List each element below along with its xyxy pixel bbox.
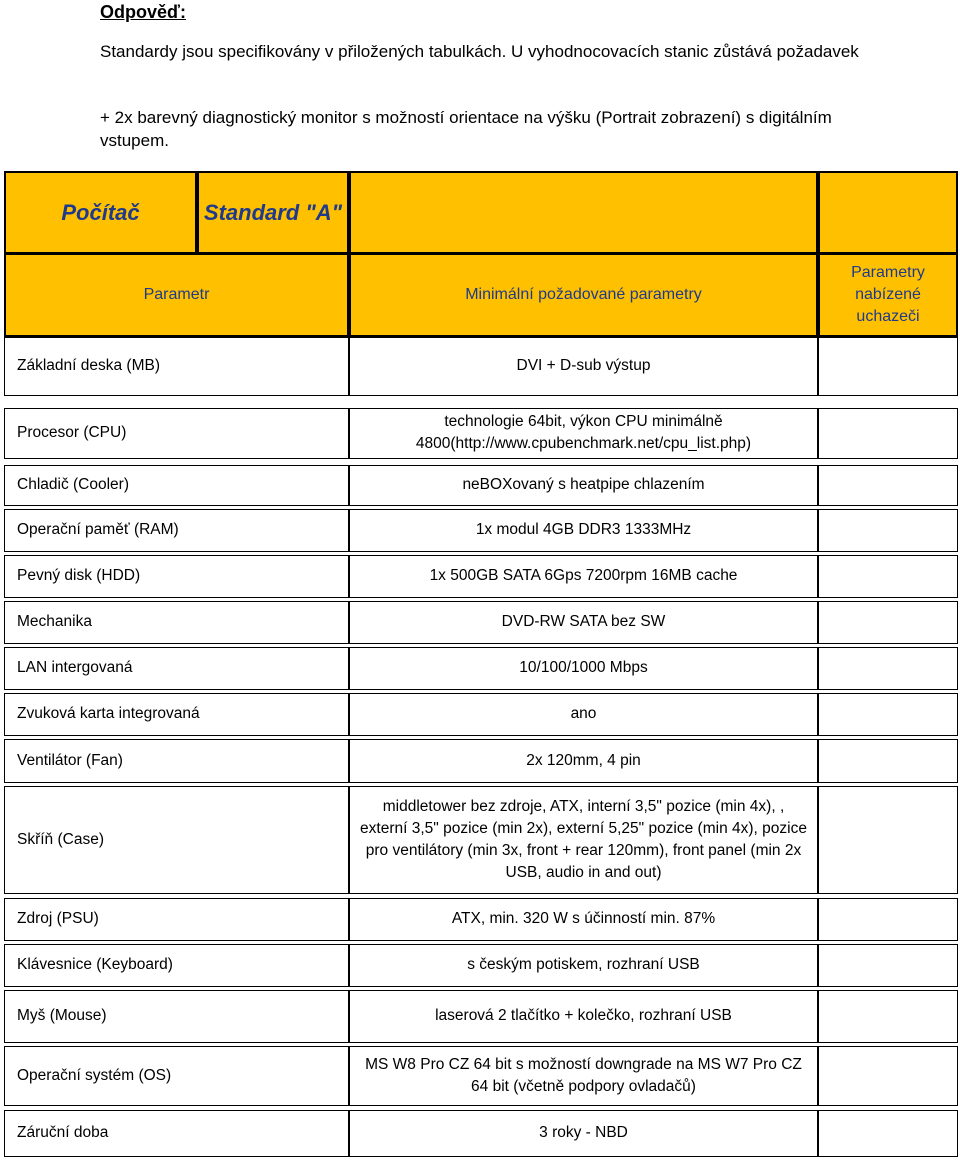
table-border xyxy=(818,337,819,395)
table-border xyxy=(349,465,350,505)
table-border xyxy=(957,647,958,690)
table-border xyxy=(349,647,818,648)
row-minimum-value: 1x modul 4GB DDR3 1333MHz xyxy=(475,521,692,538)
table-border xyxy=(818,171,820,337)
table-border xyxy=(818,944,958,945)
column-header-offered: Parametry nabízené uchazeči xyxy=(851,264,925,325)
table-border xyxy=(818,1042,958,1043)
table-border xyxy=(349,509,818,510)
table-border xyxy=(957,739,958,783)
table-border xyxy=(4,395,349,396)
table-border xyxy=(818,458,958,459)
table-border xyxy=(818,944,819,986)
row-parameter: Klávesnice (Keyboard) xyxy=(17,956,173,973)
table-border xyxy=(4,337,5,395)
table-border xyxy=(349,693,818,694)
table-border xyxy=(818,990,819,1042)
table-border xyxy=(349,171,351,337)
table-border xyxy=(4,601,5,643)
table-border xyxy=(349,643,818,644)
row-minimum-value: ano xyxy=(570,705,597,722)
table-border xyxy=(4,509,349,510)
table-border xyxy=(4,171,958,173)
table-border xyxy=(957,786,958,894)
table-border xyxy=(818,408,819,458)
table-border xyxy=(818,509,819,551)
table-border xyxy=(957,693,958,736)
header-bg xyxy=(820,173,956,252)
table-border xyxy=(349,986,818,987)
table-border xyxy=(4,408,5,458)
table-border xyxy=(818,1046,958,1047)
table-border xyxy=(349,1105,818,1106)
table-border xyxy=(4,1042,349,1043)
table-border xyxy=(818,1046,819,1105)
table-border xyxy=(349,1156,818,1157)
table-border xyxy=(818,739,819,782)
table-border xyxy=(818,505,958,506)
row-offered-value[interactable] xyxy=(820,990,956,1042)
table-border xyxy=(818,601,958,602)
table-border xyxy=(818,337,958,338)
table-border xyxy=(349,1042,818,1043)
row-parameter: LAN intergovaná xyxy=(17,659,133,676)
table-border xyxy=(818,893,958,894)
row-offered-value[interactable] xyxy=(820,509,956,551)
table-border xyxy=(349,898,350,940)
table-border xyxy=(818,465,819,505)
table-border xyxy=(818,689,958,690)
table-border xyxy=(349,990,350,1042)
table-border xyxy=(818,465,958,466)
table-border xyxy=(4,739,5,782)
table-border xyxy=(818,1105,958,1106)
table-border xyxy=(818,735,958,736)
table-title: Počítač xyxy=(61,199,140,225)
table-border xyxy=(818,647,819,689)
table-border xyxy=(4,693,349,694)
row-offered-value[interactable] xyxy=(820,944,956,986)
table-border xyxy=(349,1110,818,1111)
table-border xyxy=(957,337,958,396)
standard-label: Standard "A" xyxy=(203,199,343,225)
row-offered-value[interactable] xyxy=(820,408,956,458)
column-header-parameter: Parametr xyxy=(143,286,210,303)
row-offered-value[interactable] xyxy=(820,1046,956,1105)
row-parameter: Operační systém (OS) xyxy=(17,1066,172,1084)
row-minimum-value: laserová 2 tlačítko + kolečko, rozhraní USB xyxy=(435,1007,732,1024)
table-border xyxy=(349,337,350,395)
table-border xyxy=(4,551,349,552)
table-border xyxy=(349,555,818,556)
table-border xyxy=(4,597,349,598)
table-border xyxy=(349,647,350,689)
table-border xyxy=(818,509,958,510)
row-minimum-value: 1x 500GB SATA 6Gps 7200rpm 16MB cache xyxy=(429,567,738,584)
table-border xyxy=(349,739,818,740)
table-border xyxy=(818,898,819,940)
row-minimum-value: 3 roky - NBD xyxy=(539,1124,628,1141)
row-minimum-value: neBOXovaný s heatpipe chlazením xyxy=(462,476,705,493)
table-border xyxy=(4,893,349,894)
row-offered-value[interactable] xyxy=(820,601,956,643)
row-parameter: Základní deska (MB) xyxy=(17,357,160,374)
table-border xyxy=(4,647,5,689)
table-border xyxy=(818,898,958,899)
table-border xyxy=(349,505,818,506)
table-border xyxy=(349,465,818,466)
table-border xyxy=(818,782,958,783)
table-border xyxy=(349,597,818,598)
table-border xyxy=(4,458,349,459)
table-border xyxy=(4,739,349,740)
table-border xyxy=(818,555,958,556)
table-border xyxy=(957,555,958,598)
table-border xyxy=(349,458,818,459)
table-border xyxy=(818,739,958,740)
table-border xyxy=(349,555,350,597)
table-border xyxy=(349,1110,350,1156)
row-offered-value[interactable] xyxy=(820,647,956,689)
table-border xyxy=(349,735,818,736)
table-border xyxy=(818,551,958,552)
row-parameter: Procesor (CPU) xyxy=(17,424,127,441)
row-minimum-value: technologie 64bit, výkon CPU minimálně 4800(http://www.cpubenchmark.net/cpu_list.php) xyxy=(415,413,752,452)
table-border xyxy=(818,1110,958,1111)
table-border xyxy=(818,395,958,396)
table-border xyxy=(4,782,349,783)
table-border xyxy=(349,944,350,986)
table-border xyxy=(818,555,819,597)
table-border xyxy=(818,786,958,787)
table-border xyxy=(4,171,6,337)
table-border xyxy=(818,1156,958,1157)
table-border xyxy=(818,597,958,598)
row-minimum-value: s českým potiskem, rozhraní USB xyxy=(467,956,700,973)
table-border xyxy=(4,643,349,644)
row-parameter: Pevný disk (HDD) xyxy=(17,567,141,584)
table-border xyxy=(349,1046,818,1047)
table-border xyxy=(818,647,958,648)
row-offered-value[interactable] xyxy=(820,786,956,893)
table-border xyxy=(818,601,819,643)
table-border xyxy=(957,465,958,506)
row-parameter: Mechanika xyxy=(17,613,92,630)
table-border xyxy=(818,990,958,991)
row-parameter: Zvuková karta integrovaná xyxy=(17,705,200,722)
table-border xyxy=(4,253,958,255)
table-border xyxy=(349,601,818,602)
intro-paragraph: Standardy jsou specifikovány v přiložených tabulkách. U vyhodnocovacích stanic zůstává požadavek xyxy=(100,42,859,61)
row-minimum-value: DVI + D-sub výstup xyxy=(516,357,651,374)
table-border xyxy=(957,1046,958,1106)
table-border xyxy=(957,990,958,1043)
table-border xyxy=(349,940,818,941)
table-border xyxy=(957,408,958,459)
table-border xyxy=(4,509,5,551)
table-border xyxy=(349,408,350,458)
table-border xyxy=(818,693,819,735)
table-border xyxy=(197,171,199,254)
table-border xyxy=(4,1110,349,1111)
row-parameter: Zdroj (PSU) xyxy=(17,910,99,927)
table-border xyxy=(4,1110,5,1156)
table-border xyxy=(349,990,818,991)
table-border xyxy=(4,1046,5,1105)
table-border xyxy=(349,782,818,783)
row-offered-value[interactable] xyxy=(820,337,956,395)
table-border xyxy=(957,601,958,644)
table-border xyxy=(4,693,5,735)
table-border xyxy=(4,735,349,736)
table-border xyxy=(4,898,5,940)
row-offered-value[interactable] xyxy=(820,555,956,597)
row-parameter: Skříň (Case) xyxy=(17,830,104,848)
table-border xyxy=(4,505,349,506)
table-border xyxy=(4,940,349,941)
header-bg xyxy=(351,173,816,252)
table-border xyxy=(349,1046,350,1105)
table-border xyxy=(349,337,818,338)
row-parameter: Operační paměť (RAM) xyxy=(17,521,179,538)
table-border xyxy=(4,555,5,597)
table-border xyxy=(818,408,958,409)
table-border xyxy=(4,786,349,787)
row-parameter: Záruční doba xyxy=(17,1124,109,1141)
table-border xyxy=(349,898,818,899)
table-border xyxy=(957,509,958,552)
row-parameter: Ventilátor (Fan) xyxy=(17,751,123,769)
table-border xyxy=(818,1110,819,1156)
row-minimum-value: DVD-RW SATA bez SW xyxy=(501,613,666,630)
table-border xyxy=(818,940,958,941)
row-minimum-value: MS W8 Pro CZ 64 bit s možností downgrade na MS W7 Pro CZ 64 bit (včetně podpory ovladačů) xyxy=(365,1055,802,1095)
table-border xyxy=(349,893,818,894)
table-border xyxy=(4,786,5,893)
table-border xyxy=(349,944,818,945)
table-border xyxy=(956,171,958,337)
table-border xyxy=(349,551,818,552)
row-offered-value[interactable] xyxy=(820,693,956,735)
table-border xyxy=(4,1046,349,1047)
row-minimum-value: ATX, min. 320 W s účinností min. 87% xyxy=(451,910,716,927)
row-offered-value[interactable] xyxy=(820,1110,956,1156)
table-border xyxy=(4,601,349,602)
table-border xyxy=(349,509,350,551)
table-border xyxy=(349,786,818,787)
table-border xyxy=(4,944,349,945)
table-border xyxy=(4,1105,349,1106)
table-border xyxy=(818,693,958,694)
table-border xyxy=(957,1110,958,1157)
table-border xyxy=(4,1156,349,1157)
table-border xyxy=(4,990,349,991)
table-border xyxy=(818,986,958,987)
table-border xyxy=(4,555,349,556)
table-border xyxy=(349,408,818,409)
table-border xyxy=(4,990,5,1042)
table-border xyxy=(4,898,349,899)
table-border xyxy=(349,739,350,782)
table-border xyxy=(4,944,5,986)
row-minimum-value: 2x 120mm, 4 pin xyxy=(526,751,641,769)
row-offered-value[interactable] xyxy=(820,898,956,940)
row-minimum-value: middletower bez zdroje, ATX, interní 3,5" pozice (min 4x), , externí 3,5" pozice (min 2x), externí 5,25" pozice (min 4x), pozice pro ventilátory (min 3x, front + rear 120mm), front panel (min 2x USB, audio in and out) xyxy=(360,797,807,881)
row-parameter: Chladič (Cooler) xyxy=(17,476,129,493)
table-border xyxy=(4,986,349,987)
table-border xyxy=(349,693,350,735)
answer-heading: Odpověď: xyxy=(100,2,186,22)
table-border xyxy=(349,689,818,690)
table-border xyxy=(4,337,349,338)
table-border xyxy=(349,786,350,893)
table-border xyxy=(4,689,349,690)
row-parameter: Myš (Mouse) xyxy=(17,1007,107,1024)
table-border xyxy=(4,465,5,505)
table-border xyxy=(957,898,958,941)
table-border xyxy=(818,643,958,644)
table-border xyxy=(4,408,349,409)
table-border xyxy=(957,944,958,987)
column-header-minimum: Minimální požadované parametry xyxy=(465,286,702,303)
table-border xyxy=(4,647,349,648)
table-border xyxy=(818,786,819,893)
row-offered-value[interactable] xyxy=(820,739,956,782)
table-border xyxy=(4,465,349,466)
table-border xyxy=(349,601,350,643)
table-border xyxy=(349,395,818,396)
row-minimum-value: 10/100/1000 Mbps xyxy=(519,659,648,676)
row-offered-value[interactable] xyxy=(820,465,956,505)
requirement-paragraph: + 2x barevný diagnostický monitor s možností orientace na výšku (Portrait zobrazení) s digitálním vstupem. xyxy=(100,108,832,150)
